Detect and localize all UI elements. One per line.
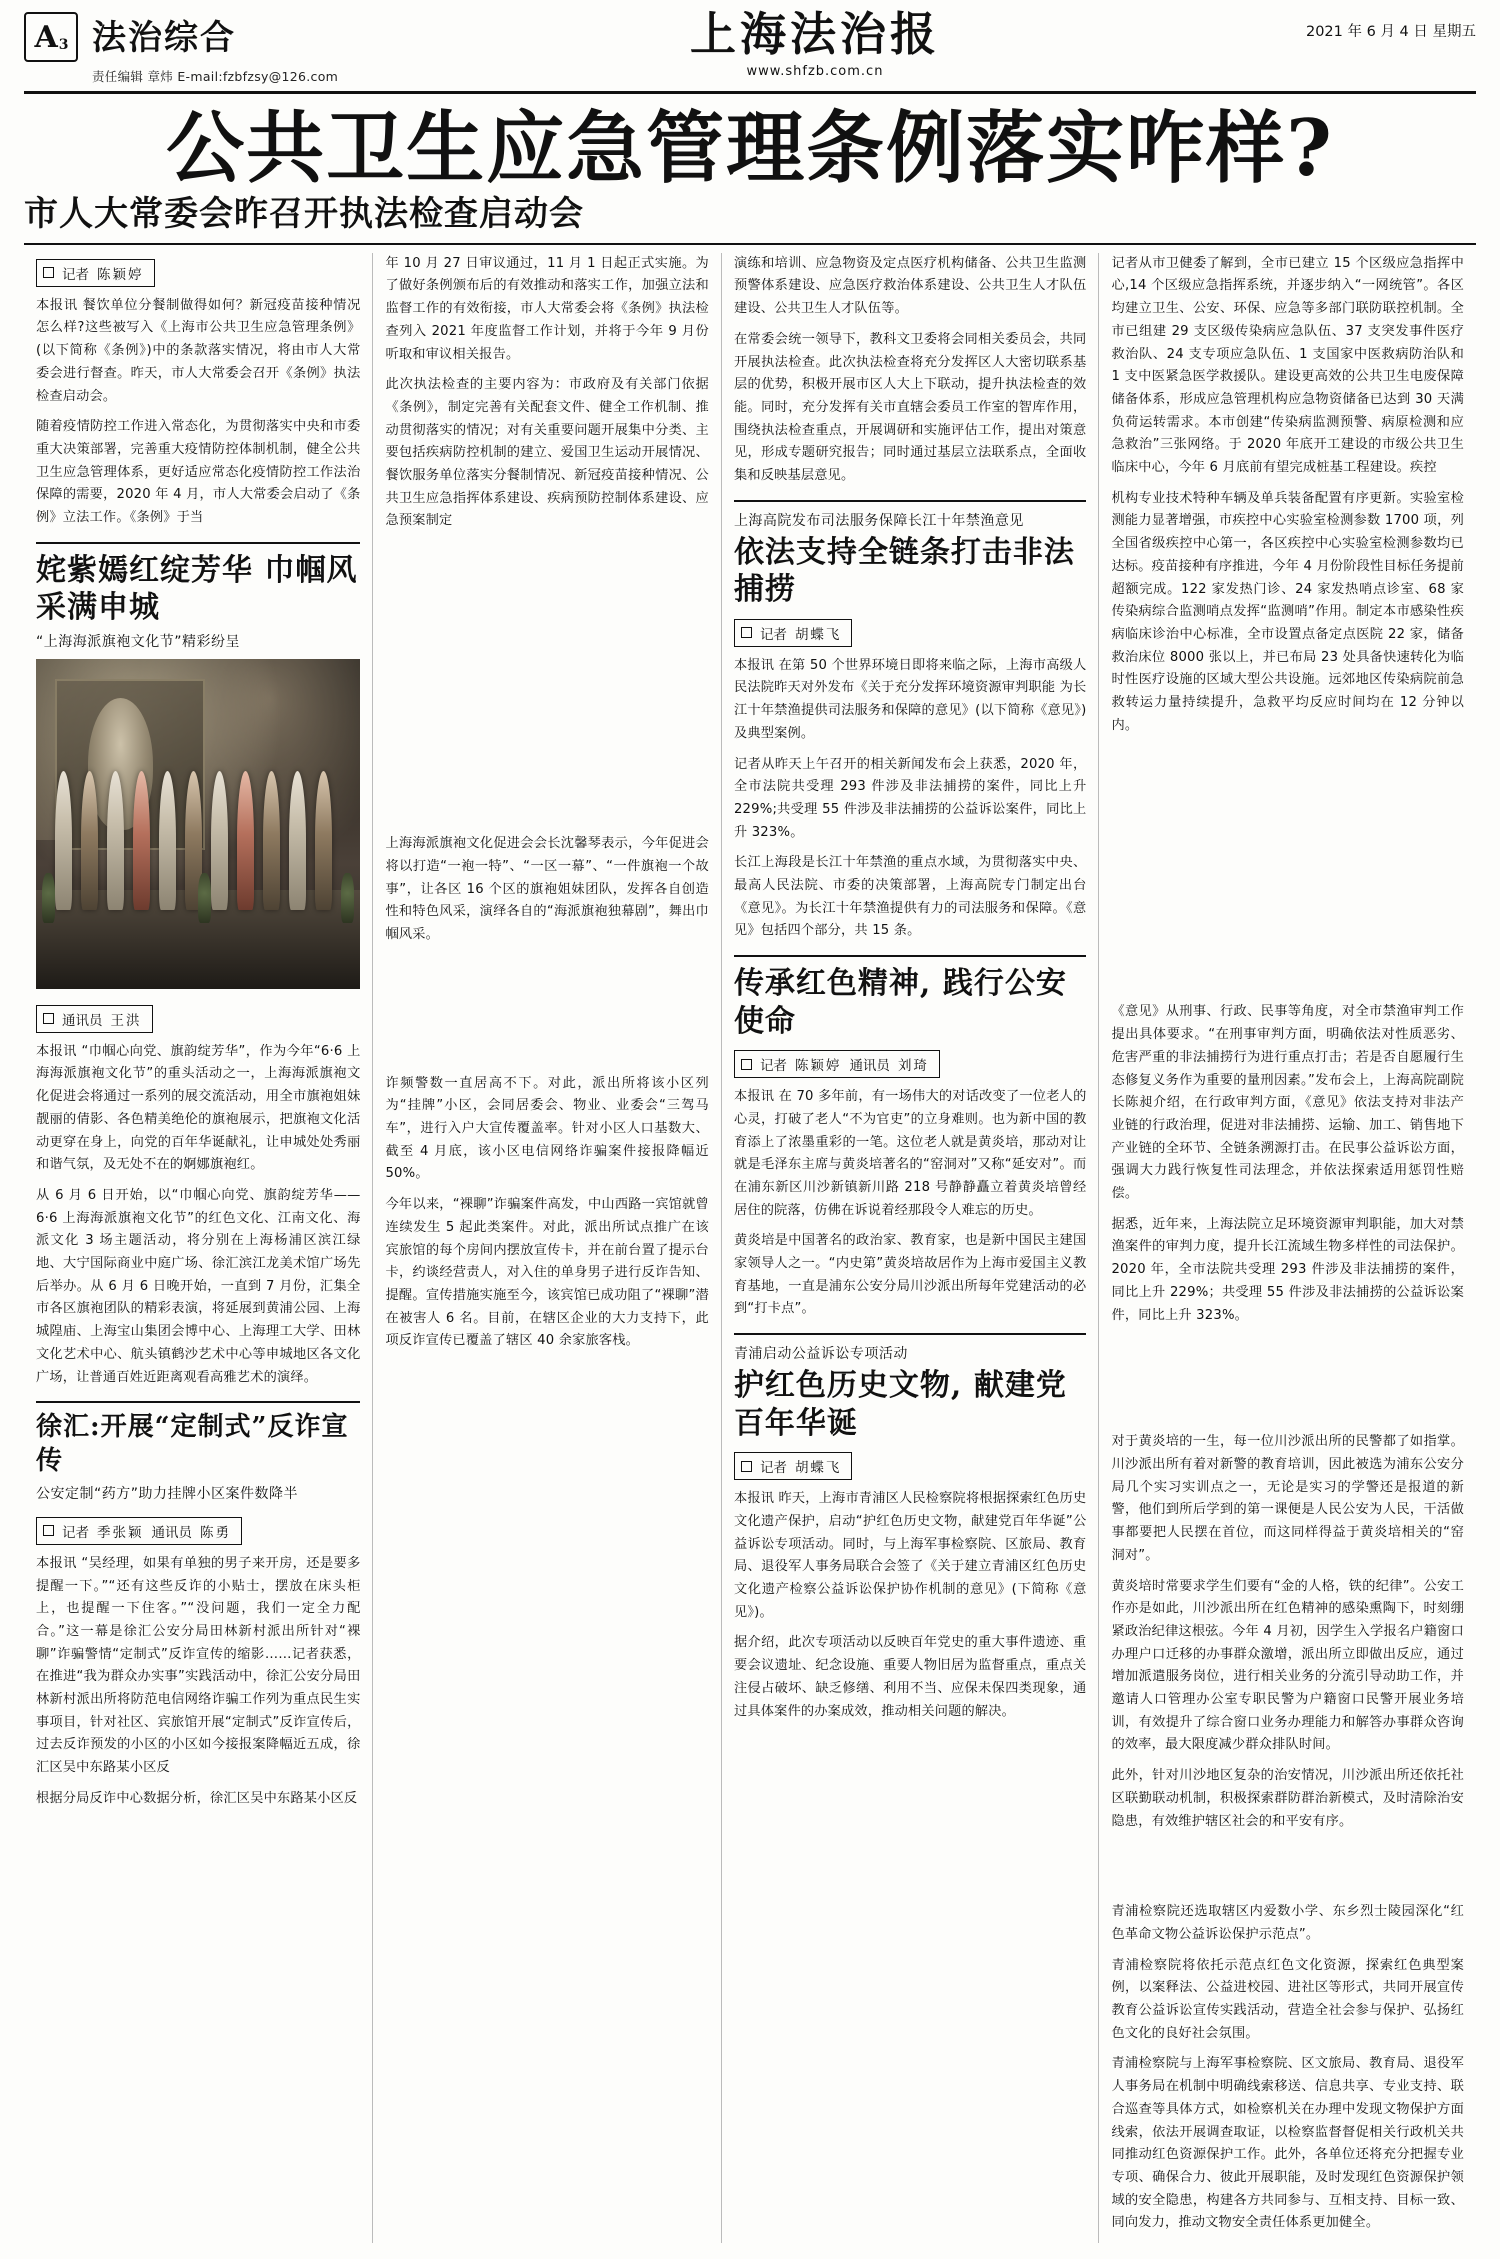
lead-paragraph-8: 机构专业技术特种车辆及单兵装备配置有序更新。实验室检测能力显著增强，市疾控中心实验室检测参数 1700 项，列全国省级疾控中心第一，各区疾控中心实验室检测参数均已达标。疫苗接种有序推进，今年 4 月份阶段性目标任务提前超额完成。122 家发热门诊、24 家发热哨点诊室、68 家传染病综合监测哨点发挥“监测哨”作用。制定本市感染性疾病临床诊治中心标准，全市设置点备定点医院 22 家，储备救治床位 8000 张以上，并已布局 23 处具备快速转化为临时性医疗设施的区域大型公共设施。远郊地区传染病院前急救转运力量持续提升，急救平均反应时间均在 12 分钟以内。: [1111, 490, 1464, 733]
lead-paragraph-2: 随着疫情防控工作进入常态化，为贯彻落实中央和市委重大决策部署，完善重大疫情防控体制机制，健全公共卫生应急管理体系，更好适应常态化疫情防控工作法治保障的需要，2020 年 4 月，市人大常委会启动了《条例》立法工作。《条例》于当: [36, 419, 361, 526]
page-badge-letter: A: [34, 19, 58, 55]
byline-hongse: [734, 1050, 940, 1078]
byline-marker-icon: [741, 627, 752, 638]
qingpu-article-kicker: 青浦启动公益诉讼专项活动: [733, 1346, 908, 1363]
lead-paragraph-5: 演练和培训、应急物资及定点医疗机构储备、公共卫生监测预警体系建设、应急医疗救治体系建设、公共卫生人才队伍建设、公共卫生人才队伍等。: [733, 255, 1087, 317]
xuhui-paragraph-3: 今年以来，“裸聊”诈骗案件高发，中山西路一宾馆就曾连续发生 5 起此类案件。对此，派出所试点推广在该宾旅馆的每个房间内摆放宣传卡，并在前台置了提示台卡，约谈经营责人，对入住的单身男子进行反诈告知、提醒。宣传措施实施至今，该宾馆已成功阻了“裸聊”潜在被害人 6 名。目前，在辖区企业的大力支持下，此项反诈宣传已覆盖了辖区 40 余家旅客栈。: [385, 1197, 709, 1349]
byline-name: 陈颖婷: [794, 1058, 842, 1075]
qingpu-paragraph-5: 青浦检察院与上海军事检察院、区文旅局、教育局、退役军人事务局在机制中明确线索移送、信息共享、专业支持、联合巡查等具体方式，如检察机关在办理中发现文物保护方面线索，依法开展调查取证，以检察监督督促相关行政机关共同推动红色资源保护工作。此外，各单位还将充分把握专业专项、确保合力、彼此开展职能，及时发现红色资源保护领域的安全隐患，构建各方共同参与、互相支持、目标一致、同向发力，推动文物安全责任体系更加健全。: [1111, 2056, 1464, 2231]
lead-paragraph-6: 在常委会统一领导下，教科文卫委将会同相关委员会，共同开展执法检查。此次执法检查将充分发挥区人大密切联系基层的优势，积极开展市区人大上下联动，提升执法检查的效能。同时，充分发挥有关市直辖会委员工作室的智库作用，围绕执法检查重点，开展调研和实施评估工作，提出对策意见，形成专题研究报告；同时通过基层立法联系点，全面收集和反映基层意见。: [733, 331, 1087, 484]
byline-marker-icon: [43, 1013, 54, 1024]
byline-role: 记者: [62, 266, 89, 283]
byline-role: 记者: [759, 626, 787, 643]
byline-jinyu: [734, 619, 853, 647]
byline-marker-icon: [43, 267, 54, 278]
xuhui-paragraph-2: 诈频警数一直居高不下。对此，派出所将该小区列为“挂牌”小区，会同居委会、物业、业委会“三驾马车”，进行入户大宣传覆盖率。针对小区人口基数大、截至 4 月底，该小区电信网络诈骗案件接报降幅近 50%。: [385, 1075, 709, 1182]
photo-figure: [211, 771, 228, 910]
hongse-paragraph-5: 此外，针对川沙地区复杂的治安情况，川沙派出所还依托社区联勤联动机制，积极探索群防群治新模式，及时清除治安隐患，有效维护辖区社会的和平安有序。: [1111, 1768, 1464, 1829]
xuhui-paragraph-4: 根据分局反诈中心数据分析，徐汇区吴中东路某小区反: [36, 1790, 358, 1806]
qingpu-paragraph-2-head: 据介绍，此次专项活动以反映百年党史的重大事件遗迹、重要会议遗址、纪念设施、重要人物旧居为监督重点，重点关注侵占破坏、缺乏修缮、利用不当、应保未保四类现象，通过具体案件的办案成效，推动相关问题的解决。: [733, 1635, 1087, 1719]
hongse-paragraph-2: 黄炎培是中国著名的政治家、教育家，也是新中国民主建国家领导人之一。“内史第”黄炎培故居作为上海市爱国主义教育基地，一直是浦东公安分局川沙派出所每年党建活动的必到“打卡点”。: [733, 1233, 1087, 1317]
spacer-hongse-align: [1111, 1335, 1464, 1431]
hongse-paragraph-1: 本报讯 在 70 多年前，有一场伟大的对话改变了一位老人的心灵，打破了老人“不为官吏”的立身难则。也为新中国的教育添上了浓墨重彩的一笔。这位老人就是黄炎培，那动对让就是毛泽东主席与黄炎培著名的“窑洞对”又称“延安对”。而在浦东新区川沙新镇新川路 218 号静静矗立着黄炎培曾经居住的院落，仿佛在诉说着经那段令人难忘的历史。: [733, 1089, 1087, 1218]
hongse-article-title: 传承红色精神, 践行公安使命: [733, 966, 1067, 1039]
byline-name: 季张颖: [97, 1524, 144, 1541]
qipao-paragraph-1: 本报讯 “巾帼心向党、旗韵绽芳华”，作为今年“6·6 上海海派旗袍文化节”的重头活动之一，上海海派旗袍文化促进会将通过一系列的展交流活动，用全市旗袍姐妹靓丽的倩影、各色精美绝伦的旗袍展示，把旗袍文化活动更穿在身上，向党的百年华诞献礼，让申城处处秀丽和谐气氛，及无处不在的婀娜旗袍红。: [36, 1043, 361, 1173]
lead-paragraph-4: 此次执法检查的主要内容为：市政府及有关部门依据《条例》，制定完善有关配套文件、健全工作机制、推动贯彻落实的情况；对有关重要问题开展集中分类、主要包括疾病防控机制的建立、爱国卫生运动开展情况、餐饮服务单位落实分餐制情况、新冠疫苗接种情况、公共卫生应急指挥体系建设、疾病预防控制体系建设、应急预案制定: [385, 377, 709, 529]
divider-hongse: [734, 955, 1087, 957]
divider-qingpu: [734, 1333, 1087, 1335]
photo-figure: [263, 771, 280, 910]
xuhui-paragraph-1: 本报讯 “吴经理，如果有单独的男子来开房，还是要多提醒一下。”“还有这些反诈的小贴士，摆放在床头柜上，也提醒一下住客。”“没问题，我们一定全力配合。”这一幕是徐汇公安分局田林新村派出所针对“裸聊”诈骗警情“定制式”反诈宣传的缩影……记者获悉，在推进“我为群众办实事”实践活动中，徐汇公安分局田林新村派出所将防范电信网络诈骗工作列为重点民生实事项目，针对社区、宾旅馆开展“定制式”反诈宣传后，过去反诈预发的小区的小区如今接报案降幅近五成，徐汇区吴中东路某小区反: [36, 1555, 361, 1776]
byline-name: 胡蝶飞: [794, 1460, 842, 1477]
lead-paragraph-7: 记者从市卫健委了解到，全市已建立 15 个区级应急指挥中心,14 个区级应急指挥系统，并逐步纳入“一网统管”。各区均建立卫生、公安、环保、应急等多部门联防联控机制。全市已组建 29 支区级传染病应急队伍、37 支突发事件医疗救治队、24 支专项应急队伍、1 支国家中医救病防治队和 1 支中医紧急医学救援队。建设更高效的公共卫生电废保障储备体系，形成应急管理机构应急物资储备已达到 30 天满负荷运转需求。本市创建“传染病监测预警、病原检测和应急救治”三张网络。于 2020 年底开工建设的市级公共卫生临床中心，今年 6 月底前有望完成桩基工程建设。疾控: [1111, 255, 1464, 476]
divider-jinyu: [734, 500, 1087, 502]
masthead-left: [24, 10, 454, 85]
jinyu-article-title: 依法支持全链条打击非法捕捞: [733, 534, 1075, 608]
column-4: [1098, 253, 1476, 2243]
byline-role: 通讯员: [62, 1012, 103, 1029]
hongse-paragraph-4: 黄炎培时常要求学生们要有“金的人格，铁的纪律”。公安工作亦是如此，川沙派出所在红色精神的感染熏陶下，时刻绷紧政治纪律这根弦。今年 4 月初，因学生入学报名户籍窗口办理户口迁移的办事群众激增，派出所立即做出反应，通过增加派遣服务岗位，进行相关业务的分流引导动助工作，并邀请人口管理办公室专职民警为户籍窗口民警开展业务培训，有效提升了综合窗口业务办理能力和解答办事群众咨询的效率，最大限度减少群众排队时间。: [1111, 1578, 1464, 1753]
qipao-paragraph-3: 上海海派旗袍文化促进会会长沈馨琴表示，今年促进会将以打造“一袍一特”、“一区一幕”、“一件旗袍一个故事”，让各区 16 个区的旗袍姐妹团队，发挥各自创造性和特色风采，演绎各自的“海派旗袍独幕剧”，舞出巾帼风采。: [385, 836, 709, 942]
byline-marker-icon: [741, 1461, 752, 1472]
qipao-article-deck: “上海海派旗袍文化节”精彩纷呈: [36, 633, 241, 650]
hongse-paragraph-3: 对于黄炎培的一生，每一位川沙派出所的民警都了如指掌。川沙派出所有着对新警的教育培训，因此被选为浦东公安分局几个实习实训点之一，无论是实习的学警还是报道的新警，他们到所后学到的第一课便是人民公安为人民，干活做事都要把人民摆在首位，而这同样得益于黄炎培相关的“窑洞对”。: [1111, 1434, 1464, 1563]
byline-role: 记者: [62, 1524, 89, 1541]
divider-xuhui: [36, 1401, 360, 1403]
divider-qipao: [36, 542, 360, 544]
byline-qingpu: [734, 1452, 853, 1480]
jinyu-paragraph-1: 本报讯 在第 50 个世界环境日即将来临之际，上海市高级人民法院昨天对外发布《关于充分发挥环境资源审判职能 为长江十年禁渔提供司法服务和保障的意见》(以下简称《意见》)及典型案例。: [733, 657, 1087, 741]
qingpu-paragraph-3: 青浦检察院还选取辖区内爱数小学、东乡烈士陵园深化“红色革命文物公益诉讼保护示范点”。: [1111, 1904, 1464, 1942]
spacer-qingpu-align: [1111, 1841, 1464, 1901]
spacer-photo-align: [385, 541, 708, 833]
photo-figure: [133, 771, 150, 910]
spacer-xuhui-align: [385, 955, 708, 1073]
photo-figure: [315, 771, 332, 910]
photo-figure: [159, 771, 176, 910]
qingpu-paragraph-1: 本报讯 昨天，上海市青浦区人民检察院将根据探索红色历史文化遗产保护，启动“护红色历史文物，献建党百年华诞”公益诉讼专项活动。同时，与上海军事检察院、区旅局、教育局、退役军人事务局联合会签了《关于建立青浦区红色历史文化遗产检察公益诉讼保护协作机制的意见》(下简称《意见》)。: [733, 1491, 1087, 1620]
page-badge-number: 3: [58, 37, 69, 53]
paper-url[interactable]: www.shfzb.com.cn: [746, 64, 884, 80]
byline-name-2: 刘琦: [897, 1058, 929, 1075]
byline-qipao: [36, 1005, 153, 1033]
byline-marker-icon: [741, 1059, 752, 1070]
jinyu-article-kicker: 上海高院发布司法服务保障长江十年禁渔意见: [733, 512, 1024, 529]
qipao-paragraph-2: 从 6 月 6 日开始，以“巾帼心向党、旗韵绽芳华——6·6 上海海派旗袍文化节”的红色文化、江南文化、海派文化 3 场主题活动，将分别在上海杨浦区滨江绿地、大宁国际商业中庭广场、徐汇滨江龙美术馆广场先后举办。从 6 月 6 日晚开始，一直到 7 月份，汇集全市各区旗袍团队的精彩表演，将延展到黄浦公园、上海城隍庙、上海宝山集团会博中心、上海理工大学、田林文化艺术中心、航头镇鹤沙艺术中心等申城地区各文化广场，让普通百姓近距离观看高雅艺术的演绎。: [36, 1187, 361, 1385]
column-1: [24, 253, 372, 2243]
masthead: [24, 7, 1476, 94]
byline-role: 记者: [759, 1058, 787, 1075]
byline-role-2: 通讯员: [151, 1524, 192, 1541]
publication-date: 2021 年 6 月 4 日 星期五: [1305, 24, 1476, 40]
qingpu-article-title: 护红色历史文物, 献建党百年华诞: [733, 1368, 1067, 1441]
xuhui-article-title: 徐汇:开展“定制式”反诈宣传: [36, 1412, 349, 1477]
masthead-center: [454, 7, 1176, 80]
byline-name: 王洪: [110, 1012, 142, 1029]
photo-figure: [237, 771, 254, 910]
jinyu-paragraph-5: 据悉，近年来，上海法院立足环境资源审判职能，加大对禁渔案件的审判力度，提升长江流域生物多样性的司法保护。2020 年，全市法院共受理 293 件涉及非法捕捞的案件，同比上升 229%；共受理 55 件涉及非法捕捞的公益诉讼案件，同比上升 323%。: [1111, 1216, 1464, 1323]
xuhui-article-deck: 公安定制“药方”助力挂牌小区案件数降半: [36, 1485, 299, 1502]
photo-figure: [289, 771, 306, 910]
photo-plant: [341, 873, 354, 923]
page-number-badge: [24, 12, 78, 62]
byline-name: 陈颖婷: [97, 266, 144, 283]
qipao-festival-photo: [36, 659, 360, 989]
column-3: [721, 253, 1099, 2243]
jinyu-paragraph-4: 《意见》从刑事、行政、民事等角度，对全市禁渔审判工作提出具体要求。“在刑事审判方面，明确依法对性质恶劣、危害严重的非法捕捞行为进行重点打击；若是否自愿履行生态修复义务作为重要的量刑因素。”发布会上，上海高院副院长陈昶介绍，在行政审判方面，《意见》依法支持对非法产业链的行政治理，促进对非法捕捞、运输、加工、销售地下产业链的全环节、全链条溯源打击。在民事公益诉讼方面，强调大力践行恢复性司法理念，并依法探索适用惩罚性赔偿。: [1111, 1004, 1464, 1202]
byline-name-2: 陈勇: [200, 1524, 231, 1541]
section-title: 法治综合: [92, 18, 236, 58]
masthead-left-text: [92, 10, 338, 85]
qipao-article-title: 姹紫嫣红绽芳华 巾帼风采满申城: [36, 552, 358, 626]
byline-role-2: 通讯员: [849, 1058, 890, 1075]
byline-lead: [36, 259, 155, 287]
lead-paragraph-3: 年 10 月 27 日审议通过，11 月 1 日起正式实施。为了做好条例颁布后的有效推动和落实工作，加强立法和监督工作的有效衔接，市人大常委会将《条例》执法检查列入 2021 年度监督工作计划，并将于今年 9 月份听取和审议相关报告。: [385, 255, 709, 362]
lead-paragraph-1: 本报讯 餐饮单位分餐制做得如何？新冠疫苗接种情况怎么样?这些被写入《上海市公共卫生应急管理条例》(以下简称《条例》)中的条款落实情况，将由市人大常委会进行督查。昨天，市人大常委会召开《条例》执法检查启动会。: [36, 297, 361, 404]
lead-headline: 公共卫生应急管理条例落实咋样?: [166, 103, 1334, 194]
byline-marker-icon: [43, 1525, 54, 1536]
byline-xuhui: [36, 1517, 242, 1545]
jinyu-paragraph-3-head: 长江上海段是长江十年禁渔的重点水域，为贯彻落实中央、最高人民法院、市委的决策部署，上海高院专门制定出台《意见》。为长江十年禁渔提供有力的司法服务和保障。《意见》包括四个部分，共 15 条。: [733, 855, 1087, 939]
byline-role: 记者: [759, 1460, 787, 1477]
photo-plant: [42, 873, 55, 923]
column-2: [372, 253, 720, 2243]
byline-name: 胡蝶飞: [794, 626, 842, 643]
lead-subheadline: 市人大常委会昨召开执法检查启动会: [24, 194, 1476, 245]
jinyu-paragraph-2: 记者从昨天上午召开的相关新闻发布会上获悉，2020 年，全市法院共受理 293 件涉及非法捕捞的案件，同比上升 229%;共受理 55 件涉及非法捕捞的公益诉讼案件，同比上升 323%。: [733, 756, 1087, 840]
paper-name: 上海法治报: [690, 7, 940, 61]
spacer-jinyu-align: [1111, 745, 1464, 1001]
editor-contact-line: 责任编辑 章炜 E-mail:fzbfzsy@126.com: [92, 69, 339, 84]
photo-plant: [198, 873, 211, 923]
main-columns: [24, 253, 1476, 2243]
qingpu-paragraph-4: 青浦检察院将依托示范点红色文化资源，探索红色典型案例，以案释法、公益进校园、进社区等形式，共同开展宣传教育公益诉讼宣传实践活动，营造全社会参与保护、弘扬红色文化的良好社会氛围。: [1111, 1957, 1464, 2041]
